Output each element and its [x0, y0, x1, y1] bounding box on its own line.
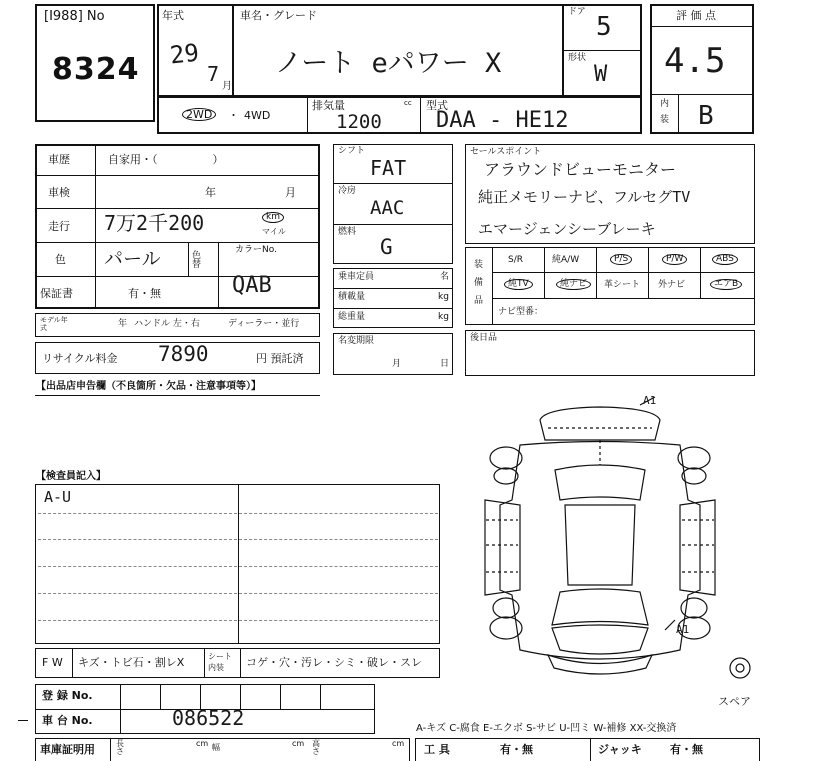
sales-points-line2: 純正メモリーナビ、フルセグTV — [478, 188, 691, 206]
model-value: ノート eパワー X — [275, 48, 502, 79]
fuel-value: G — [380, 235, 393, 259]
mileage-km: km — [262, 212, 284, 223]
color-code-label: カラーNo. — [235, 245, 277, 255]
garage-unit2: cm — [292, 739, 305, 748]
jack-value: 有・無 — [670, 743, 703, 756]
type-value: DAA - HE12 — [436, 108, 569, 133]
diagram-a1-front: A1 — [676, 623, 690, 636]
sales-points-label: セールスポイント — [470, 147, 542, 157]
recycle-value: 7890 — [158, 342, 209, 366]
tools-value: 有・無 — [500, 743, 533, 756]
garage-label: 車庫証明用 — [40, 743, 95, 756]
equip-abs: ABS — [712, 254, 738, 265]
jack-label: ジャッキ — [598, 743, 642, 756]
drive-2wd: 2WD — [182, 108, 216, 121]
shift-label: シフト — [338, 146, 366, 156]
shift-value: FAT — [370, 156, 407, 180]
remarks-label: 後日品 — [470, 333, 498, 343]
registration-label: 登 録 No. — [42, 689, 93, 702]
equip-airbag: エアB — [710, 279, 742, 290]
inspection-year-unit: 年 — [205, 186, 216, 199]
model-year-unit: 年 — [118, 319, 128, 329]
year-value: 29 — [168, 38, 201, 70]
displacement-unit: cc — [404, 99, 412, 107]
displacement-label: 排気量 — [312, 99, 345, 112]
garage-dim2: 幅 — [212, 743, 220, 752]
capacity-row2-unit: kg — [438, 292, 449, 302]
inspector-notes-label: 【検査員記入】 — [36, 471, 106, 482]
type-label: 型式 — [426, 99, 448, 112]
handle-label: ハンドル 左・右 — [134, 319, 200, 329]
inspection-label: 車検 — [48, 186, 70, 199]
tools-label: 工 具 — [424, 743, 450, 756]
diagram-a1-rear: A1 — [643, 394, 657, 407]
sales-points-line1: アラウンドビューモニター — [484, 160, 677, 179]
color-label: 色 — [55, 253, 66, 266]
displacement-value: 1200 — [336, 111, 382, 133]
equip-alloy: 純A/W — [552, 255, 580, 265]
spare-label: スペア — [718, 695, 751, 708]
capacity-row1-unit: 名 — [440, 272, 450, 282]
capacity-row1: 乗車定員 — [338, 272, 375, 282]
equip-navi: 純ナビ — [556, 279, 591, 290]
sales-points-line3: エマージェンシーブレーキ — [478, 220, 656, 238]
model-label: 車名・グレード — [240, 9, 317, 22]
chassis-value: 086522 — [172, 706, 245, 730]
grade-label: 評 価 点 — [676, 9, 716, 22]
lot-top-label: [I988] No — [44, 9, 105, 24]
equip-pw: P/W — [662, 254, 687, 265]
shape-value: W — [594, 62, 608, 87]
capacity-row3: 総重量 — [338, 312, 366, 322]
chassis-label: 車 台 No. — [42, 714, 93, 727]
equipment-label: 装備品 — [474, 260, 484, 306]
grade-value: 4.5 — [664, 41, 726, 81]
name-change-label: 名変期限 — [338, 336, 375, 346]
year-label: 年式 — [162, 9, 184, 22]
inspection-month-unit: 月 — [285, 186, 296, 199]
equip-leather: 革シート — [604, 280, 641, 290]
equip-ps: P/S — [610, 254, 632, 265]
year-month-unit: 月 — [222, 81, 232, 92]
damage-legend: A-キズ C-腐食 E-エクボ S-サビ U-凹ミ W-補修 XX-交換済 — [416, 723, 677, 734]
equip-sr: S/R — [508, 255, 523, 265]
lot-number: 8324 — [52, 52, 140, 87]
garage-dim1: 長さ — [116, 739, 124, 756]
condition-seat-items: コゲ・穴・汚レ・シミ・破レ・スレ — [246, 656, 422, 669]
interior-value: B — [698, 101, 714, 131]
interior-label-1: 内 — [660, 99, 670, 109]
inspector-notes-value: A-U — [44, 488, 72, 506]
color-code-value: QAB — [232, 273, 272, 298]
recycle-unit: 円 預託済 — [256, 352, 304, 365]
mileage-mile: マイル — [262, 227, 286, 236]
equip-ext-navi: 外ナビ — [658, 280, 686, 290]
equip-tv: 純TV — [504, 279, 533, 290]
doors-label: ドア — [568, 7, 586, 17]
recycle-label: リサイクル料金 — [42, 352, 118, 365]
garage-unit3: cm — [392, 739, 405, 748]
history-value: 自家用・（ ） — [108, 153, 224, 166]
warranty-value: 有・無 — [128, 287, 161, 300]
equip-navi-model: ナビ型番： — [498, 307, 544, 317]
capacity-row2: 積載量 — [338, 292, 366, 302]
history-label: 車歴 — [48, 153, 70, 166]
warranty-label: 保証書 — [40, 287, 73, 300]
garage-unit1: cm — [196, 739, 209, 748]
model-year-label: モデル年式 — [40, 316, 68, 332]
condition-seat-label: シート内装 — [208, 652, 232, 672]
aircon-value: AAC — [370, 197, 405, 219]
year-month: 7 — [207, 62, 220, 86]
name-change-month: 月 — [392, 359, 402, 369]
mileage-label: 走行 — [48, 220, 70, 233]
garage-dim3: 高さ — [312, 739, 320, 756]
drive-4wd: 4WD — [244, 109, 271, 122]
color-change-label: 色替 — [192, 251, 202, 270]
dealer-label: ディーラー・並行 — [228, 319, 300, 329]
interior-label-2: 装 — [660, 115, 670, 125]
shape-label: 形状 — [568, 53, 587, 63]
doors-value: 5 — [596, 12, 612, 42]
condition-fw: F W — [42, 656, 63, 669]
color-value: パール — [104, 248, 161, 270]
condition-items: キズ・トビ石・割レX — [78, 656, 185, 669]
fuel-label: 燃料 — [338, 227, 357, 237]
seller-notes-label: 【出品店申告欄（不良箇所・欠品・注意事項等）】 — [36, 381, 261, 392]
name-change-day: 日 — [440, 359, 450, 369]
capacity-row3-unit: kg — [438, 312, 449, 322]
mileage-value: 7万2千200 — [104, 211, 205, 235]
drive-sep: ・ — [228, 109, 239, 122]
aircon-label: 冷房 — [338, 186, 357, 196]
